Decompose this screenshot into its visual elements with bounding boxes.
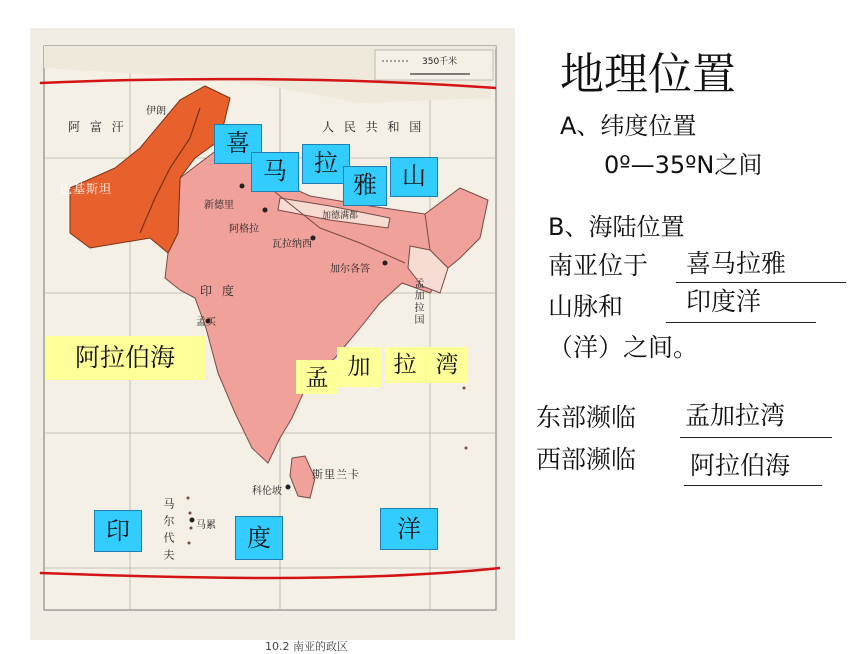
- label-male: 马累: [196, 520, 216, 531]
- label-afghanistan: 阿 富 汗: [68, 120, 127, 134]
- himalaya-char-2: 马: [251, 152, 299, 192]
- west-underline: [684, 485, 822, 486]
- himalaya-char-3: 拉: [302, 144, 350, 184]
- b-answer-himalaya: 喜马拉雅: [686, 249, 787, 278]
- label-colombo: 科伦坡: [252, 486, 282, 497]
- b-line1: 南亚位于: [548, 251, 649, 280]
- west-answer: 阿拉伯海: [690, 451, 791, 480]
- label-agra: 阿格拉: [229, 224, 259, 235]
- label-maldives: 马尔代夫: [162, 498, 175, 566]
- ocean-char-3: 洋: [380, 508, 438, 550]
- label-bangladesh: 孟加拉国: [412, 278, 423, 326]
- himalaya-char-5: 山: [390, 157, 438, 197]
- label-new-delhi: 新德里: [204, 200, 234, 211]
- label-kolkata: 加尔各答: [330, 264, 370, 275]
- a-heading: A、纬度位置: [560, 112, 697, 140]
- b-heading: B、海陆位置: [548, 213, 685, 241]
- ocean-char-2: 度: [235, 516, 283, 560]
- label-mumbai: 孟买: [196, 317, 216, 328]
- himalaya-char-4: 雅: [343, 166, 387, 206]
- bay-char-2: 加: [337, 347, 381, 387]
- east-label: 东部濒临: [536, 403, 637, 432]
- a-range: 0º—35ºN之间: [604, 151, 763, 179]
- slide-title: 地理位置: [560, 49, 736, 100]
- ocean-char-1: 印: [94, 510, 142, 552]
- label-varanasi: 瓦拉纳西: [272, 239, 312, 250]
- east-answer: 孟加拉湾: [685, 401, 786, 430]
- map-caption: 10.2 南亚的政区: [265, 640, 348, 653]
- bay-char-3: 拉: [385, 347, 425, 383]
- b-line3: （洋）之间。: [548, 333, 699, 362]
- label-sri-lanka: 斯里兰卡: [312, 468, 360, 481]
- west-label: 西部濒临: [536, 445, 637, 474]
- label-india: 印 度: [200, 284, 237, 298]
- bay-char-4: 湾: [426, 347, 468, 383]
- himalaya-char-1: 喜: [214, 124, 262, 164]
- label-kathmandu: 加德满都: [322, 211, 359, 221]
- bay-char-1: 孟: [296, 360, 338, 394]
- b-answer-ocean: 印度洋: [686, 287, 762, 316]
- b-line2: 山脉和: [548, 292, 624, 321]
- arabian-sea-label: 阿拉伯海: [45, 336, 205, 380]
- label-pakistan: 巴基斯坦: [60, 182, 113, 196]
- label-china: 人 民 共 和 国: [322, 120, 425, 134]
- label-iran: 伊朗: [146, 106, 166, 117]
- b-underline-2: [666, 322, 816, 323]
- east-underline: [680, 437, 832, 438]
- legend-scale: 350千米: [422, 57, 458, 67]
